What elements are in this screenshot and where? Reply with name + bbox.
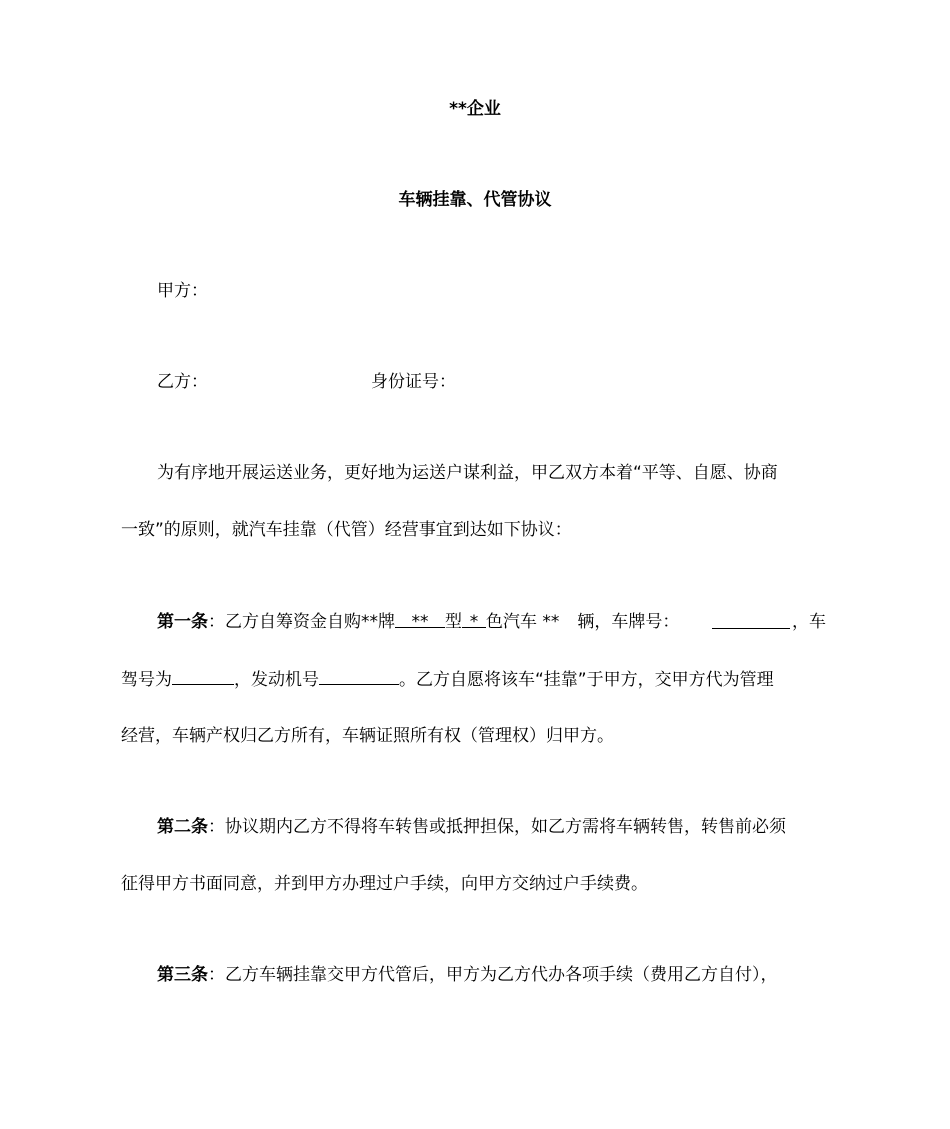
article-2-text-1: ：协议期内乙方不得将车转售或抵押担保，如乙方需将车辆转售，转售前必须 [208, 817, 786, 837]
article-2-line-1 [157, 815, 786, 839]
color-blank: * [462, 610, 486, 628]
article-1-engine-label: ，发动机号 [234, 670, 319, 690]
article-1-line-2 [121, 667, 774, 692]
engine-number-blank [319, 667, 399, 685]
vin-blank [172, 667, 234, 685]
id-number-label: 身份证号： [371, 372, 456, 392]
agreement-title: 车辆挂靠、代管协议 [398, 190, 552, 210]
article-1-line-1 [157, 610, 679, 634]
article-1-line-3: 经营，车辆产权归乙方所有，车辆证照所有权（管理权）归甲方。 [121, 726, 614, 746]
party-b-label: 乙方： [157, 372, 208, 392]
article-3-line-1 [157, 963, 778, 987]
article-1-text-d: 辆，车牌号： [577, 612, 680, 632]
intro-line-2: 一致”的原则，就汽车挂靠（代管）经营事宜到达如下协议： [121, 520, 572, 540]
intro-line-1: 为有序地开展运送业务，更好地为运送户谋利益，甲乙双方本着“平等、自愿、协商 [157, 463, 778, 483]
article-2-line-2: 征得甲方书面同意，并到甲方办理过户手续，向甲方交纳过户手续费。 [121, 874, 648, 894]
article-1-heading: 第一条 [157, 612, 208, 632]
article-1-text-f: 。乙方自愿将该车“挂靠”于甲方，交甲方代为管理 [399, 670, 774, 690]
article-1-text-a: ：乙方自筹资金自购**牌 [208, 612, 395, 632]
article-2-heading: 第二条 [157, 817, 208, 837]
article-1-text-b: 型 [445, 612, 462, 632]
article-3-text-1: ：乙方车辆挂靠交甲方代管后，甲方为乙方代办各项手续（费用乙方自付）， [208, 965, 778, 985]
brand-model-blank: ** [395, 610, 445, 628]
plate-number-blank [712, 611, 790, 629]
company-title: **企业 [449, 99, 501, 119]
article-3-heading: 第三条 [157, 965, 208, 985]
party-a-label: 甲方： [157, 281, 208, 301]
article-1-text-c: 色汽车 ** [486, 612, 560, 632]
article-1-vin-label: 驾号为 [121, 670, 172, 690]
article-1-text-e: ，车 [792, 612, 826, 632]
